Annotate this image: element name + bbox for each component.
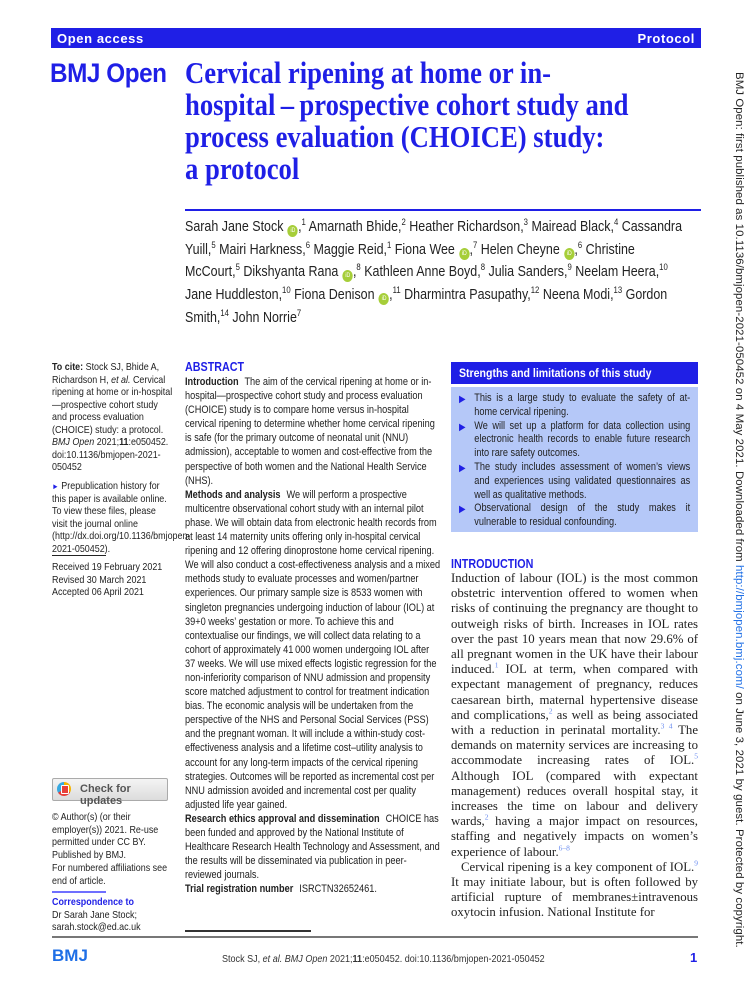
author: Dikshyanta Rana iD ,$^8$ [243,262,361,281]
author-name: Dikshyanta Rana [243,264,339,281]
intro-text: Induction of labour (IOL) is the most common obstetric intervention offered to women when risks of continuing the pregnancy are thought to outweigh risks of birth. Increases in IOL rates over the past 10 years mean that now 29.6% of all pregnant women in the UK have their labour induced. [451,571,698,677]
strength-item [459,420,690,461]
author: Jane Huddleston,$^{10}$ [185,285,291,304]
author [232,310,301,326]
abstract-section-heading: Introduction [185,376,239,388]
affiliation-number: 8 [480,262,486,273]
affiliation-number: 10 [282,285,291,296]
check-for-updates-button[interactable] [52,778,168,807]
abstract-section-text: ISRCTN32652461. [296,883,377,896]
author-name: Maggie Reid [313,241,384,258]
side-publication-notice [733,72,745,948]
strengths-list [459,392,690,530]
crossmark-icon [57,782,71,796]
abstract [185,360,441,896]
author: Neelam Heera,$^{10}$ [575,262,668,281]
cite-doi: :e050452. doi:10.1136/bmjopen-2021-050452 [52,437,169,473]
affiliation-number: 14 [220,308,229,319]
author: Mairi Harkness,$^6$ [219,239,311,258]
cite-journal: BMJ Open [52,437,95,448]
footer-authors: Stock SJ, [222,953,261,965]
footer-volume: 11 [352,953,363,965]
affiliation-number: 11 [392,285,401,296]
copyright-note: © Author(s) (or their employer(s)) 2021. Re-use permitted under CC BY. Published by BMJ. [52,812,159,861]
dates-block [52,562,172,600]
author-name: Helen Cheyne [480,241,560,258]
article-title [185,57,632,185]
strength-item [459,502,690,530]
intro-text: Cervical ripening is a key component of IOL. [461,859,695,874]
author: Dharmintra Pasupathy,$^{12}$ [404,285,540,304]
triangle-bullet-icon: ▶ [459,504,466,516]
prepublication-note [52,481,191,556]
abstract-section-heading: Trial registration number [185,883,294,896]
footer-etal: et al. [262,953,283,965]
author: Heather Richardson,$^3$ [409,217,528,235]
author-name: Fiona Wee [394,241,455,258]
reference-link[interactable]: 3 4 [660,721,673,731]
strength-text: We will set up a platform for data collection using electronic health records to enable future research into rare safety outcomes. [474,419,691,460]
journal-link[interactable]: http://bmjopen.bmj.com/ [733,565,745,689]
bmj-open-logo: BMJ Open [50,58,167,88]
author-name: Jane Huddleston [185,287,279,304]
author-name: Fiona Denison [294,287,375,304]
affiliation-number: 6 [577,239,583,250]
page-number: 1 [690,950,698,965]
author: Julia Sanders,$^9$ [488,262,572,281]
received-date: Received 19 February 2021 [52,562,163,573]
divider [52,555,106,556]
affiliation-number: 7 [296,308,302,319]
abstract-section [185,812,441,882]
cite-text: Stock SJ, Bhide A, Richardson H, [52,362,160,386]
notice-text: on June 3, 2021 by guest. Protected by copyright. [733,688,745,948]
orcid-icon[interactable]: iD [379,293,389,305]
author: Neena Modi,$^{13}$ [542,285,623,304]
author-name: Mairead Black [531,218,611,235]
strengths-box [451,387,698,532]
introduction-body [451,571,698,921]
reference-link[interactable]: 9 [694,858,698,868]
intro-text: having a major impact on resources, staffing and negatively impacts on women’s experience of labour. [451,814,698,859]
affiliation-number: 1 [301,217,306,227]
author: Gordon Smith,$^{14}$ [185,287,668,327]
author-name: John Norrie [232,310,297,327]
prepub-text[interactable]: Prepublication history for this paper is available online. To view these files, please visit the journal online (http://dx.doi.org/10.1136/bmjopen-2021-050452). [52,481,191,555]
author: Mairead Black,$^4$ [531,217,619,235]
orcid-icon[interactable]: iD [459,248,469,260]
intro-paragraph [451,571,698,860]
footer-journal: BMJ Open [284,953,328,965]
introduction-heading: INTRODUCTION [451,557,534,571]
author-name: Kathleen Anne Boyd [364,264,478,281]
author-name: Neelam Heera [575,264,656,281]
cite-year: 2021; [96,437,120,448]
triangle-bullet-icon: ▶ [459,462,466,474]
affiliation-number: 3 [523,217,528,227]
intro-text: It may initiate labour, but is often followed by artificial rupture of membranes±intravenous oxytocin infusion. National Institute for [451,875,698,920]
reference-link[interactable]: 2 [548,706,553,716]
strengths-box-header [451,362,698,384]
abstract-end-rule [185,930,311,932]
affiliation-number: 2 [401,217,406,227]
reference-link[interactable]: 1 [494,660,499,670]
author-name: Gordon Smith [185,287,668,327]
author-name: Cassandra Yuill [185,218,683,258]
author: Fiona Wee iD ,$^7$ [394,239,478,258]
affiliation-number: 5 [211,239,216,250]
author: Christine McCourt,$^5$ [185,241,635,281]
title-line: process evaluation (CHOICE) study: [185,119,605,154]
bmj-logo: BMJ [52,946,88,965]
intro-paragraph [451,860,698,921]
orcid-icon[interactable]: iD [564,248,574,260]
author: Helen Cheyne iD ,$^6$ [480,239,583,258]
intro-text: IOL at term, when compared with expectant management of pregnancy, reduces caesarean birth, maternal hypertensive disease and complications, [451,662,698,722]
correspondence-block [52,897,172,935]
cite-text: Cervical ripening at home or in-hospital—prospective cohort study and process evaluation (CHOICE) study: a protocol. [52,374,173,436]
open-access-label: Open access [57,31,144,46]
divider [52,891,106,893]
affiliations-note: For numbered affiliations see end of article. [52,863,168,887]
reference-link[interactable]: 6–8 [558,843,570,853]
strength-text: This is a large study to evaluate the safety of at-home cervical ripening. [474,392,691,418]
intro-text: Although IOL (compared with expectant management) reduces overall hospital stay, it increases the time on labour and delivery wards, [451,768,698,829]
abstract-section [185,375,441,488]
correspondence-email[interactable]: sarah.stock@ed.ac.uk [52,922,141,933]
abstract-section [185,488,441,812]
affiliation-number: 4 [613,217,619,227]
intro-text: as well as being associated with a reduction in perinatal mortality. [451,707,698,738]
triangle-bullet-icon: ▶ [459,421,466,433]
reference-link[interactable]: 5 [694,752,698,762]
abstract-section-text: We will perform a prospective multicentre observational cohort study with an internal pilot phase. We will obtain data from electronic health records from at least 14 maternity units offering only in-hospital cervical ripening and 12 offering dinoprostone home cervical ripening. We will also conduct a cost-effectiveness analysis and a mixed methods study to evaluate processes and women/partner experiences. Our primary sample size is 8533 women with singleton pregnancies undergoing induction of labour (IOL) at 39+0 weeks’ gestation or more. To achieve this and contextualise our findings, we will collect data relating to a cohort of approximately 41 000 women undergoing IOL after 37 weeks. We will use mixed effects logistic regression for the non-inferiority comparison of NNU admission and propensity score matched adjustment to control for treatment indication bias. The economic analysis will be undertaken from the perspective of the NHS and Personal Social Services (PSS) and the pregnant woman. It will include a within-study cost-effectiveness analysis and a lifetime cost–utility analysis to account for any long-term impacts of the cervical ripening strategies. Outcomes will be reported as incremental cost per NNU admission avoided and incremental cost per quality adjusted life year gained. [185,488,441,811]
author-name: Neena Modi [542,287,611,304]
orcid-icon[interactable]: iD [343,270,353,282]
affiliation-number: 13 [613,285,623,296]
affiliation-number: 8 [356,262,361,273]
affiliation-number: 7 [472,239,478,250]
author-name: Mairi Harkness [219,241,303,258]
affiliation-number: 6 [305,239,311,250]
footer-citation [222,953,545,965]
author: Maggie Reid,$^1$ [313,239,392,258]
author-name: Heather Richardson [409,218,521,235]
strength-item [459,461,690,502]
affiliation-number: 1 [387,239,392,250]
author: Sarah Jane Stock iD ,$^1$ [185,217,306,235]
revised-date: Revised 30 March 2021 [52,574,147,586]
author-name: Christine McCourt [185,241,635,281]
header-bar [51,28,701,48]
orcid-icon[interactable]: iD [288,225,298,237]
correspondence-label: Correspondence to [52,897,134,908]
footer-doi: :e050452. doi:10.1136/bmjopen-2021-050452 [362,953,545,965]
abstract-section-heading: Research ethics approval and dissemination [185,812,380,825]
author: Amarnath Bhide,$^2$ [308,217,406,235]
title-line: hospital – prospective cohort study and [185,87,629,122]
title-divider [185,209,701,211]
author-name: Sarah Jane Stock [185,218,284,235]
abstract-section-text: CHOICE has been funded and approved by the National Institute of Healthcare Research Health Technology and Assessment, and the results will be disseminated via publication in peer-reviewed journals. [185,812,440,882]
abstract-section-text: The aim of the cervical ripening at home or in-hospital—prospective cohort study and process evaluation (CHOICE) study is to compare home versus in-hospital cervical ripening to determine whether home cervical ripening is safe (for the primary outcome of neonatal unit (NNU) admission), acceptable to women and cost-effective from the perspective of both women and the National Health Service (NHS). [185,376,435,487]
notice-text: BMJ Open: first published as 10.1136/bmjopen-2021-050452 on 4 May 2021. Downloaded from [733,72,745,565]
reference-link[interactable]: 2 [484,812,489,822]
article-type-label: Protocol [637,31,695,46]
author: Cassandra Yuill,$^5$ [185,218,683,258]
author-name: Dharmintra Pasupathy [404,287,528,304]
strengths-heading: Strengths and limitations of this study [459,366,652,380]
author: Kathleen Anne Boyd,$^8$ [364,262,486,281]
author-name: Amarnath Bhide [308,218,399,235]
check-updates-label: Check for updates [80,783,131,807]
cite-etal: et al. [111,374,131,386]
footer-divider [52,936,698,938]
affiliation-number: 9 [567,262,572,273]
affiliation-number: 5 [235,262,240,273]
abstract-section [185,882,441,896]
accepted-date: Accepted 06 April 2021 [52,587,144,598]
strength-text: Observational design of the study makes it vulnerable to residual confounding. [474,502,691,529]
cite-label: To cite: [52,362,84,373]
affiliation-number: 12 [530,285,540,296]
citation-block [52,362,172,475]
title-line: a protocol [185,151,300,186]
triangle-bullet-icon: ► [52,482,59,491]
author: Fiona Denison iD ,$^{11}$ [294,285,401,304]
author-list [185,214,692,327]
abstract-heading: ABSTRACT [185,360,245,374]
strength-text: The study includes assessment of women’s views and experiences using validated questionnaires as well as qualitative methods. [474,460,691,501]
footer-year: 2021; [329,953,353,965]
intro-text: The demands on maternity services are increasing to accommodate increasing rates of IOL. [451,723,698,768]
cite-volume: 11 [119,437,129,448]
abstract-section-heading: Methods and analysis [185,488,281,501]
author-name: Julia Sanders [488,264,565,281]
correspondence-name: Dr Sarah Jane Stock; [52,909,137,921]
title-line: Cervical ripening at home or in- [185,55,552,90]
affiliation-number: 10 [659,262,668,273]
strength-item [459,392,690,420]
triangle-bullet-icon: ▶ [459,394,466,405]
